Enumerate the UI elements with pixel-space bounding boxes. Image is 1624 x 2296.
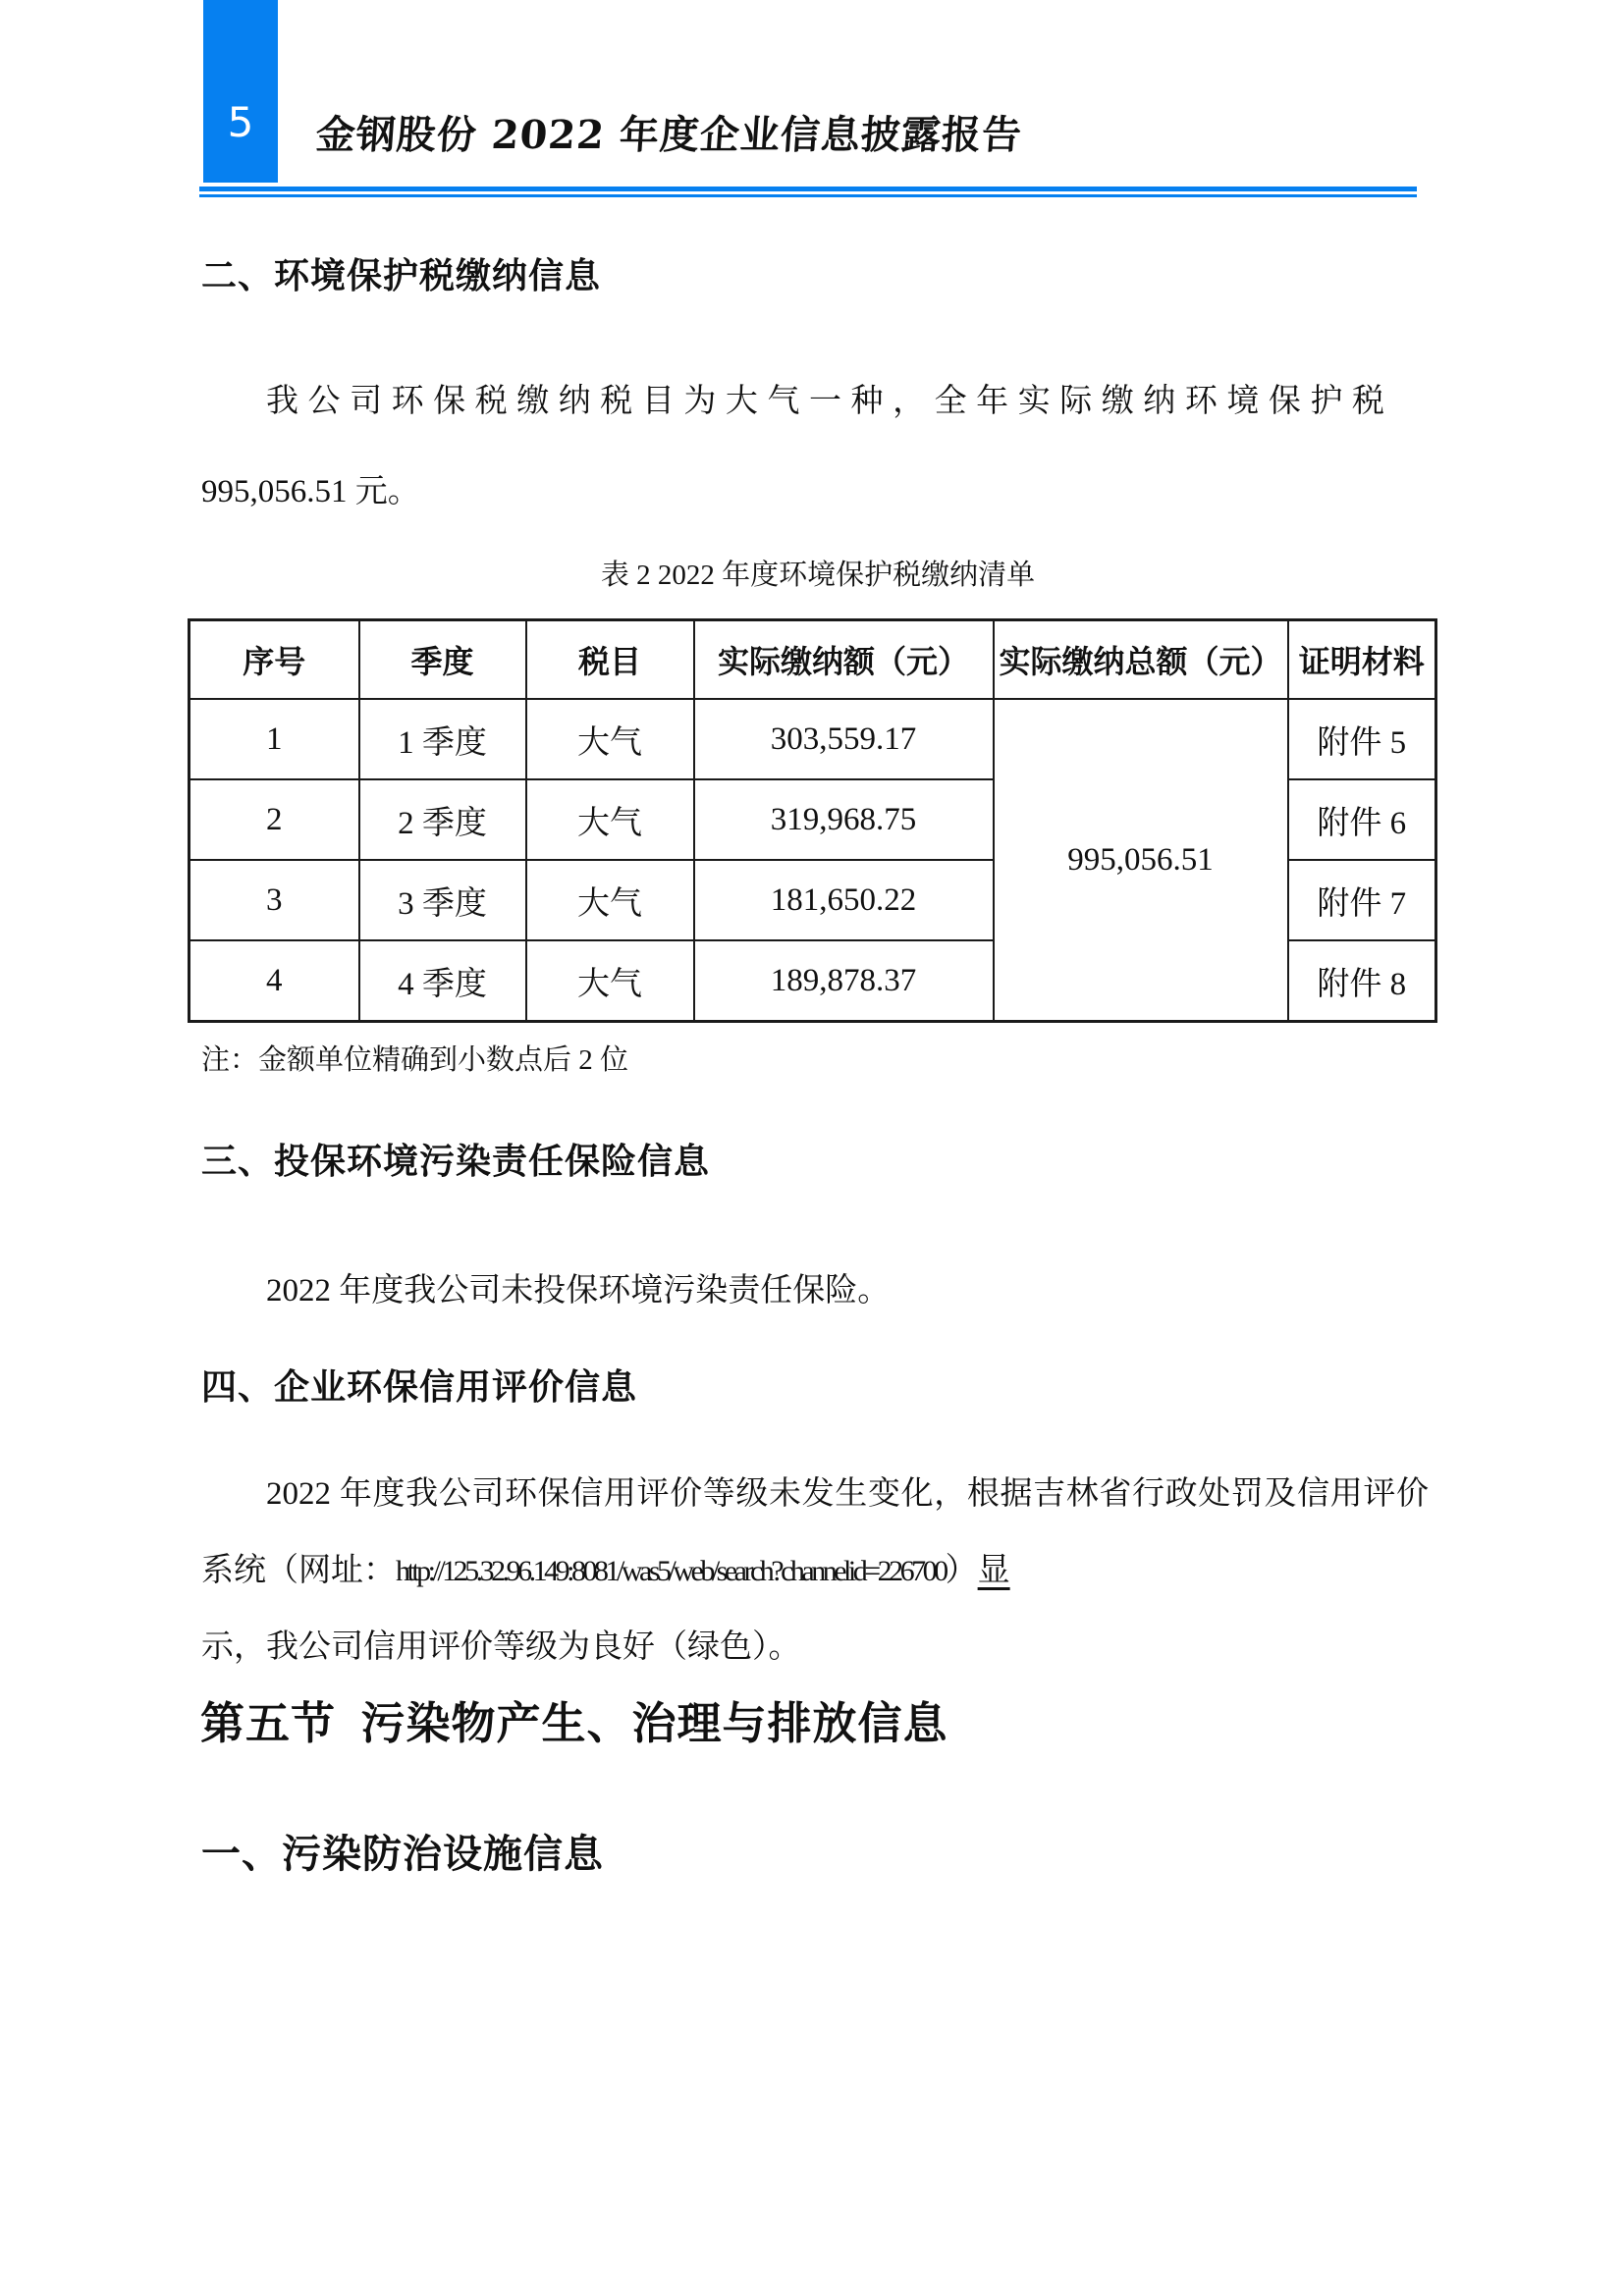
credit-paragraph-line1: 2022 年度我公司环保信用评价等级未发生变化，根据吉林省行政处罚及信用评价 xyxy=(266,1476,1429,1512)
insurance-paragraph: 2022 年度我公司未投保环境污染责任保险。 xyxy=(266,1273,891,1308)
credit-paragraph-line2 xyxy=(201,1547,1010,1595)
table-row xyxy=(189,699,1436,779)
cell-no: 4 xyxy=(189,940,359,1022)
cell-quarter: 2 季度 xyxy=(359,779,526,860)
header-rule-thick xyxy=(199,187,1417,191)
cell-attachment: 附件 7 xyxy=(1288,860,1436,940)
credit-system-url: http://125.32.96.149:8081/was5/web/search?channelid=226700 xyxy=(396,1555,946,1587)
section-heading-credit: 四、企业环保信用评价信息 xyxy=(201,1366,638,1407)
col-header-total: 实际缴纳总额（元） xyxy=(994,620,1288,700)
cell-quarter: 3 季度 xyxy=(359,860,526,940)
cell-item: 大气 xyxy=(526,860,694,940)
report-header-title: 金钢股份 2022 年度企业信息披露报告 xyxy=(314,112,1024,158)
credit-line2-prefix: 系统（网址： xyxy=(201,1553,396,1588)
cell-amount: 319,968.75 xyxy=(694,779,994,860)
col-header-no: 序号 xyxy=(189,620,359,700)
table-header-row xyxy=(189,620,1436,700)
cell-attachment: 附件 8 xyxy=(1288,940,1436,1022)
cell-total-amount: 995,056.51 xyxy=(994,699,1288,1022)
cell-quarter: 1 季度 xyxy=(359,699,526,779)
cell-attachment: 附件 6 xyxy=(1288,779,1436,860)
section-heading-tax: 二、环境保护税缴纳信息 xyxy=(201,255,602,295)
tax-payment-table xyxy=(188,618,1437,1023)
cell-item: 大气 xyxy=(526,940,694,1022)
cell-attachment: 附件 5 xyxy=(1288,699,1436,779)
col-header-amount: 实际缴纳额（元） xyxy=(694,620,994,700)
page-number-bar xyxy=(203,0,278,183)
cell-item: 大气 xyxy=(526,779,694,860)
credit-paragraph-line3: 示，我公司信用评价等级为良好（绿色）。 xyxy=(201,1629,801,1665)
cell-amount: 303,559.17 xyxy=(694,699,994,779)
cell-amount: 181,650.22 xyxy=(694,860,994,940)
page-number: 5 xyxy=(227,98,254,146)
tax-paragraph-line1: 我公司环保税缴纳税目为大气一种，全年实际缴纳环境保护税 xyxy=(266,384,1384,419)
col-header-attachment: 证明材料 xyxy=(1288,620,1436,700)
col-header-item: 税目 xyxy=(526,620,694,700)
table-caption: 表 2 2022 年度环境保护税缴纳清单 xyxy=(600,560,1036,591)
cell-item: 大气 xyxy=(526,699,694,779)
cell-amount: 189,878.37 xyxy=(694,940,994,1022)
chapter-heading-pollutants: 第五节 污染物产生、治理与排放信息 xyxy=(200,1698,948,1748)
credit-line2-underlined-char: 显 xyxy=(977,1553,1010,1588)
cell-no: 1 xyxy=(189,699,359,779)
cell-no: 3 xyxy=(189,860,359,940)
col-header-quarter: 季度 xyxy=(359,620,526,700)
credit-line2-close: ） xyxy=(945,1553,978,1588)
section-heading-insurance: 三、投保环境污染责任保险信息 xyxy=(201,1141,711,1181)
section-heading-facilities: 一、污染防治设施信息 xyxy=(201,1833,604,1876)
table-note: 注：金额单位精确到小数点后 2 位 xyxy=(201,1044,629,1076)
tax-paragraph-line2: 995,056.51 元。 xyxy=(201,474,420,509)
cell-quarter: 4 季度 xyxy=(359,940,526,1022)
header-rule-thin xyxy=(199,194,1417,197)
cell-no: 2 xyxy=(189,779,359,860)
